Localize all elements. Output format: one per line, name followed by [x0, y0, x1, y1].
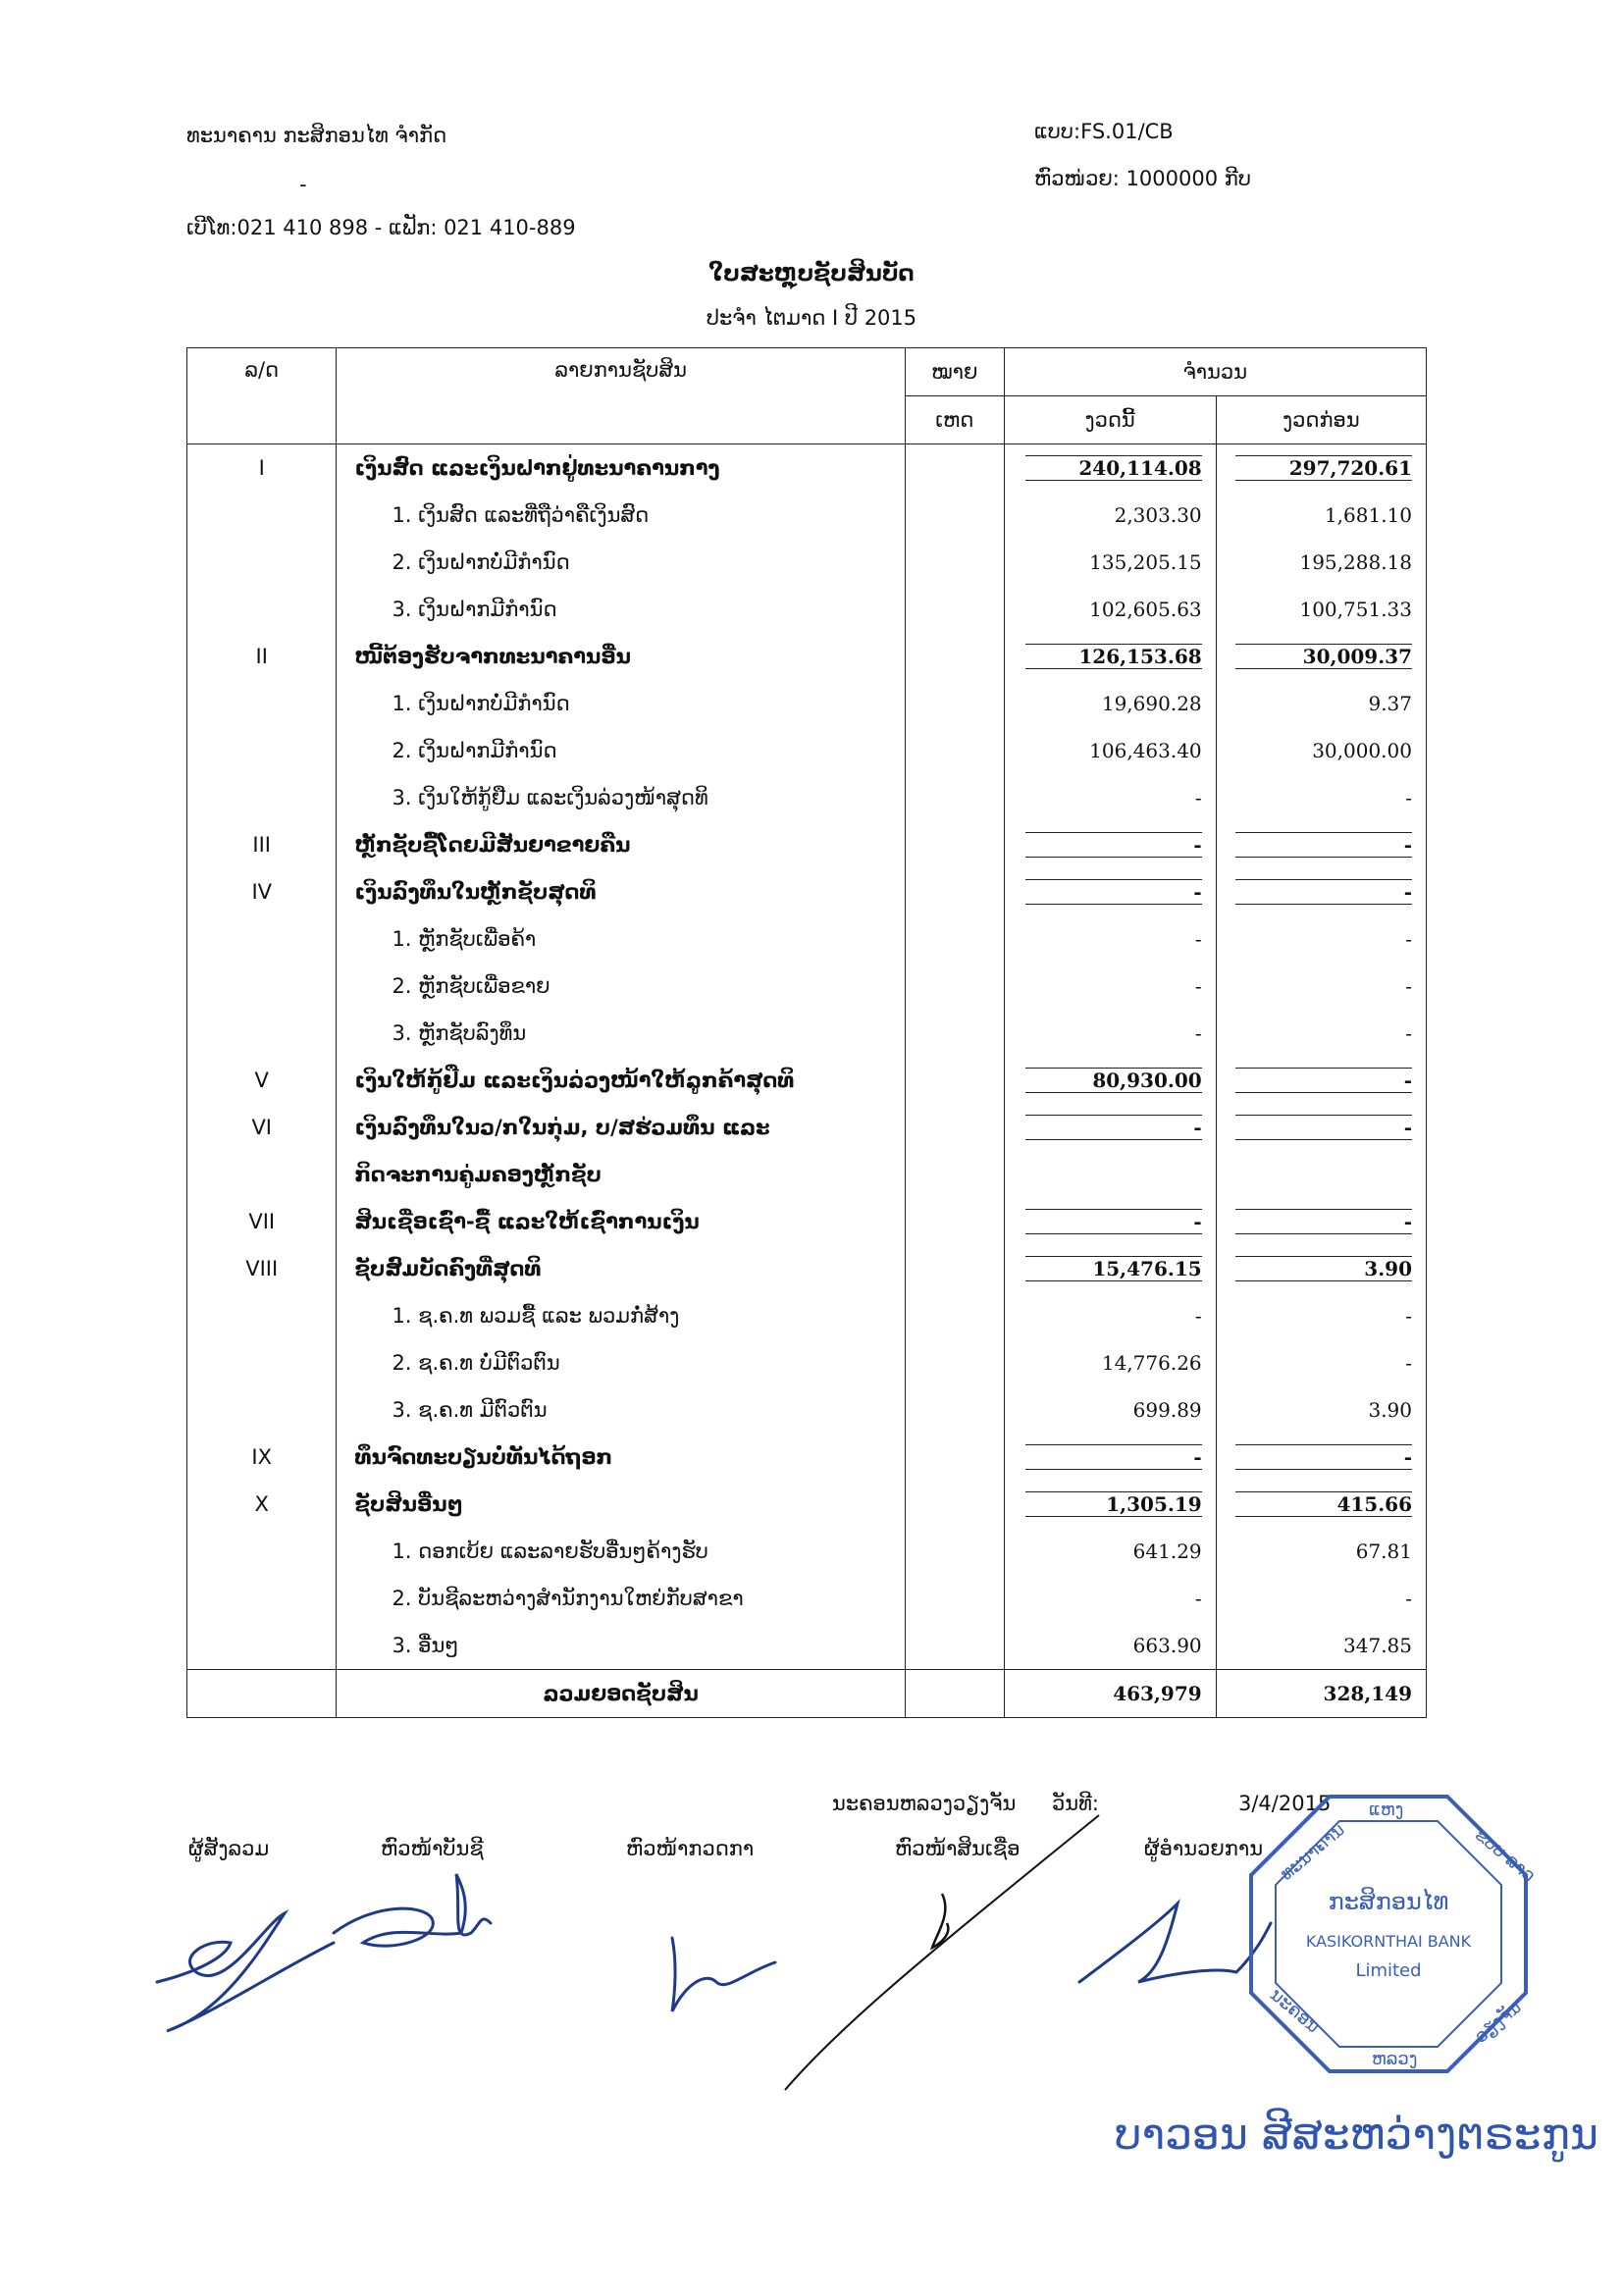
- table-row: [187, 1481, 1427, 1528]
- row-current: 102,605.63: [1004, 586, 1216, 633]
- header-dash: -: [299, 173, 307, 196]
- row-no: V: [187, 1057, 337, 1104]
- row-current: -: [1004, 963, 1216, 1010]
- row-note: [905, 444, 1004, 493]
- row-desc: 2. ຫຼັກຊັບເພື່ອຂາຍ: [337, 963, 905, 1010]
- row-current: [1004, 1245, 1216, 1292]
- table-row: [187, 633, 1427, 680]
- row-no: [187, 727, 337, 774]
- row-current-value: 80,930.00: [1025, 1068, 1202, 1093]
- row-desc: 3. ເງິນໃຫ້ກູ້ຢືມ ແລະເງິນລ່ວງໜ້າສຸດທິ: [337, 774, 905, 821]
- row-previous: [1216, 1434, 1426, 1481]
- table-row: [187, 1057, 1427, 1104]
- table-row: [187, 727, 1427, 774]
- row-current: 135,205.15: [1004, 539, 1216, 586]
- total-previous: 328,149: [1216, 1670, 1426, 1718]
- table-row: [187, 444, 1427, 493]
- table-row: [187, 963, 1427, 1010]
- col-previous-header: ງວດກ່ອນ: [1216, 396, 1426, 444]
- row-previous: [1216, 868, 1426, 915]
- row-previous: [1216, 1198, 1426, 1245]
- row-previous: 195,288.18: [1216, 539, 1426, 586]
- row-note: [905, 1622, 1004, 1670]
- row-current: 14,776.26: [1004, 1339, 1216, 1386]
- row-note: [905, 680, 1004, 727]
- row-desc: 2. ເງິນຝາກບໍ່ມີກຳນົດ: [337, 539, 905, 586]
- row-previous: 67.81: [1216, 1528, 1426, 1575]
- row-desc: 3. ຫຼັກຊັບລົງທຶນ: [337, 1010, 905, 1057]
- row-note: [905, 492, 1004, 539]
- row-note: [905, 727, 1004, 774]
- handwritten-note: ບາວອນ ສີສະຫວ່າງຕຣະກູນ: [1115, 2110, 1598, 2160]
- row-desc: 1. ຫຼັກຊັບເພື່ອຄ້າ: [337, 915, 905, 963]
- row-previous: -: [1216, 1575, 1426, 1622]
- row-current: [1004, 1481, 1216, 1528]
- row-previous-value: 297,720.61: [1235, 455, 1412, 481]
- row-no: [187, 1575, 337, 1622]
- row-previous: 100,751.33: [1216, 586, 1426, 633]
- row-previous: -: [1216, 1292, 1426, 1339]
- row-no: III: [187, 821, 337, 868]
- col-amount-header: ຈຳນວນ: [1004, 348, 1426, 396]
- row-desc: ໜີ້ຕ້ອງຮັບຈາກທະນາຄານອື່ນ: [337, 633, 905, 680]
- row-desc: 3. ຊ.ຄ.ທ ມີຕົວຕົນ: [337, 1386, 905, 1434]
- row-previous: -: [1216, 1339, 1426, 1386]
- stamp-name-en: KASIKORNTHAI BANK: [1305, 1932, 1472, 1951]
- row-desc: ສິນເຊື່ອເຊົ່າ-ຊື້ ແລະໃຫ້ເຊົ່າການເງິນ: [337, 1198, 905, 1245]
- total-current: 463,979: [1004, 1670, 1216, 1718]
- row-desc: 2. ບັນຊີລະຫວ່າງສຳນັກງານໃຫຍ່ກັບສາຂາ: [337, 1575, 905, 1622]
- row-previous-value: -: [1235, 879, 1412, 905]
- row-previous: [1216, 1245, 1426, 1292]
- unit-label: ຫົວໜ່ວຍ: 1000000 ກີບ: [1034, 167, 1251, 190]
- row-previous: 347.85: [1216, 1622, 1426, 1670]
- row-previous: 30,000.00: [1216, 727, 1426, 774]
- row-note: [905, 1528, 1004, 1575]
- row-current: [1004, 821, 1216, 868]
- row-current: [1004, 633, 1216, 680]
- row-previous-value: 415.66: [1235, 1491, 1412, 1517]
- row-no: [187, 915, 337, 963]
- company-stamp: [1246, 1792, 1540, 2076]
- row-previous: [1216, 821, 1426, 868]
- row-current: 106,463.40: [1004, 727, 1216, 774]
- table-row: [187, 1292, 1427, 1339]
- table-row: [187, 915, 1427, 963]
- row-current: -: [1004, 915, 1216, 963]
- row-previous-value: -: [1235, 1115, 1412, 1140]
- row-desc: 1. ຊ.ຄ.ທ ພວມຊື້ ແລະ ພວມກໍ່ສ້າງ: [337, 1292, 905, 1339]
- signature-chief-auditor: [672, 1938, 775, 2011]
- phone-fax: ເບີໂທ:021 410 898 - ແຟັກ: 021 410-889: [186, 216, 576, 239]
- row-current: [1004, 444, 1216, 493]
- stamp-right-arc: ຂບບ ລາວ: [1470, 1824, 1540, 1887]
- stamp-left-arc: ທະນາຄານ: [1276, 1819, 1349, 1885]
- row-current-value: 240,114.08: [1025, 455, 1202, 481]
- row-note: [905, 1104, 1004, 1151]
- table-row: [187, 821, 1427, 868]
- table-row: [187, 1386, 1427, 1434]
- row-desc: ເງິນລົງທຶນໃນຫຼັກຊັບສຸດທິ: [337, 868, 905, 915]
- row-no: I: [187, 444, 337, 493]
- table-row: [187, 1245, 1427, 1292]
- table-row: [187, 1575, 1427, 1622]
- row-previous: -: [1216, 774, 1426, 821]
- row-desc: ເງິນໃຫ້ກູ້ຢືມ ແລະເງິນລ່ວງໜ້າໃຫ້ລູກຄ້າສຸດທິ: [337, 1057, 905, 1104]
- row-no: IV: [187, 868, 337, 915]
- col-current-header: ງວດນີ້: [1004, 396, 1216, 444]
- col-note-header-2: ເຫດ: [905, 396, 1004, 444]
- row-previous: [1216, 1151, 1426, 1198]
- row-current: [1004, 1434, 1216, 1481]
- row-note: [905, 1057, 1004, 1104]
- row-current: 663.90: [1004, 1622, 1216, 1670]
- table-row: [187, 1198, 1427, 1245]
- row-desc: ຫຼັກຊັບຊື້ໂດຍມີສັນຍາຂາຍຄືນ: [337, 821, 905, 868]
- row-previous-value: 3.90: [1235, 1256, 1412, 1281]
- row-no: VII: [187, 1198, 337, 1245]
- table-row: [187, 680, 1427, 727]
- table-row: [187, 1622, 1427, 1670]
- row-no: [187, 539, 337, 586]
- stamp-name-lao: ກະສິກອນໄທ: [1328, 1888, 1449, 1915]
- row-desc: ທຶນຈົດທະບຽນບໍ່ທັນໄດ້ຖອກ: [337, 1434, 905, 1481]
- row-note: [905, 774, 1004, 821]
- stamp-bottom-left: ນະຄອນ: [1266, 1984, 1324, 2038]
- table-row: [187, 539, 1427, 586]
- row-previous: [1216, 633, 1426, 680]
- row-previous: -: [1216, 963, 1426, 1010]
- row-current: 641.29: [1004, 1528, 1216, 1575]
- row-current-value: 1,305.19: [1025, 1491, 1202, 1517]
- row-no: [187, 774, 337, 821]
- row-current: -: [1004, 1575, 1216, 1622]
- row-no: [187, 1339, 337, 1386]
- row-no: [187, 492, 337, 539]
- row-desc: ເງິນລົງທຶນໃນວ/ກໃນກຸ່ມ, ບ/ສຮ່ວມທຶນ ແລະ: [337, 1104, 905, 1151]
- role-director: ຜູ້ອຳນວຍການ: [1144, 1837, 1264, 1860]
- row-previous: [1216, 1481, 1426, 1528]
- row-desc: 2. ຊ.ຄ.ທ ບໍ່ມີຕົວຕົນ: [337, 1339, 905, 1386]
- row-note: [905, 586, 1004, 633]
- row-previous-value: -: [1235, 1068, 1412, 1093]
- date-label: ວັນທີ:: [1052, 1792, 1099, 1815]
- row-previous: -: [1216, 1010, 1426, 1057]
- stamp-bottom: ຫລວງ: [1372, 2049, 1418, 2069]
- signature-director: [1079, 1904, 1271, 1982]
- signature-compiler: [157, 1913, 334, 2031]
- role-chief-credit: ຫົວໜ້າສິນເຊື່ອ: [895, 1837, 1021, 1860]
- row-note: [905, 1339, 1004, 1386]
- row-previous: [1216, 1104, 1426, 1151]
- total-label: ລວມຍອດຊັບສິນ: [337, 1670, 905, 1718]
- row-note: [905, 1292, 1004, 1339]
- row-no: VI: [187, 1104, 337, 1151]
- row-note: [905, 1010, 1004, 1057]
- row-previous: -: [1216, 915, 1426, 963]
- bank-name: ທະນາຄານ ກະສິກອນໄທ ຈຳກັດ: [186, 124, 447, 147]
- row-current-value: -: [1025, 879, 1202, 905]
- table-row: [187, 1528, 1427, 1575]
- row-current-value: -: [1025, 1209, 1202, 1234]
- row-note: [905, 1481, 1004, 1528]
- row-note: [905, 1151, 1004, 1198]
- row-no: IX: [187, 1434, 337, 1481]
- document-title: ໃບສະຫຼຸບຊັບສິນບັດ: [708, 261, 915, 287]
- row-previous: [1216, 444, 1426, 493]
- row-no: [187, 1622, 337, 1670]
- row-no: VIII: [187, 1245, 337, 1292]
- row-current: [1004, 1151, 1216, 1198]
- row-previous-value: 30,009.37: [1235, 644, 1412, 669]
- row-no: [187, 1292, 337, 1339]
- row-current-value: -: [1025, 1444, 1202, 1470]
- col-desc-header: ລາຍການຊັບສິນ: [337, 348, 905, 444]
- row-desc: ເງິນສົດ ແລະເງິນຝາກຢູ່ທະນາຄານກາງ: [337, 444, 905, 493]
- balance-sheet-table: [186, 347, 1427, 1718]
- row-desc: 1. ເງິນສົດ ແລະທີ່ຖືວ່າຄືເງິນສົດ: [337, 492, 905, 539]
- row-previous-value: -: [1235, 1209, 1412, 1234]
- row-previous: 1,681.10: [1216, 492, 1426, 539]
- stamp-bottom-right: ວຽງຈັນ: [1470, 1997, 1526, 2048]
- row-previous-value: -: [1235, 832, 1412, 858]
- place: ນະຄອນຫລວງວຽງຈັນ: [832, 1792, 1017, 1815]
- row-note: [905, 633, 1004, 680]
- row-desc: ກິດຈະການຄູ່ມຄອງຫຼັກຊັບ: [337, 1151, 905, 1198]
- row-no: [187, 963, 337, 1010]
- row-previous: [1216, 1057, 1426, 1104]
- stamp-top: ແຫງ: [1369, 1800, 1404, 1820]
- table-row: [187, 774, 1427, 821]
- row-previous-value: -: [1235, 1444, 1412, 1470]
- table-row: [187, 586, 1427, 633]
- row-previous: 3.90: [1216, 1386, 1426, 1434]
- total-row: [187, 1670, 1427, 1718]
- row-no: [187, 1010, 337, 1057]
- row-current: -: [1004, 774, 1216, 821]
- row-note: [905, 868, 1004, 915]
- table-row: [187, 1104, 1427, 1151]
- table-row: [187, 1151, 1427, 1198]
- row-no: [187, 1386, 337, 1434]
- row-desc: ຊັບສິນອື່ນໆ: [337, 1481, 905, 1528]
- row-no: [187, 1151, 337, 1198]
- row-note: [905, 963, 1004, 1010]
- row-current: [1004, 868, 1216, 915]
- row-desc: 1. ເງິນຝາກບໍ່ມີກຳນົດ: [337, 680, 905, 727]
- row-current: [1004, 1198, 1216, 1245]
- col-no-header: ລ/ດ: [187, 348, 337, 444]
- row-no: [187, 1528, 337, 1575]
- row-note: [905, 1434, 1004, 1481]
- row-current: -: [1004, 1292, 1216, 1339]
- row-current: 19,690.28: [1004, 680, 1216, 727]
- row-no: II: [187, 633, 337, 680]
- stamp-limited: Limited: [1355, 1960, 1422, 1981]
- row-desc: 3. ເງິນຝາກມີກຳນົດ: [337, 586, 905, 633]
- row-note: [905, 915, 1004, 963]
- form-code: ແບບ:FS.01/CB: [1034, 120, 1174, 143]
- row-note: [905, 1575, 1004, 1622]
- row-note: [905, 1198, 1004, 1245]
- signature-chief-accountant: [334, 1874, 491, 1946]
- role-compiler: ຜູ້ສັງລວມ: [188, 1837, 270, 1860]
- table-row: [187, 1434, 1427, 1481]
- table-row: [187, 1339, 1427, 1386]
- row-current: [1004, 1104, 1216, 1151]
- table-row: [187, 1010, 1427, 1057]
- row-current-value: -: [1025, 832, 1202, 858]
- table-row: [187, 868, 1427, 915]
- row-note: [905, 1386, 1004, 1434]
- role-chief-auditor: ຫົວໜ້າກວດກາ: [626, 1837, 755, 1860]
- row-note: [905, 821, 1004, 868]
- row-current: 699.89: [1004, 1386, 1216, 1434]
- row-current-value: -: [1025, 1115, 1202, 1140]
- table-row: [187, 492, 1427, 539]
- period: ປະຈຳ ໄຕມາດ I ປີ 2015: [706, 306, 917, 330]
- date: 3/4/2015: [1238, 1792, 1332, 1815]
- row-no: X: [187, 1481, 337, 1528]
- row-note: [905, 1245, 1004, 1292]
- row-no: [187, 586, 337, 633]
- row-no: [187, 680, 337, 727]
- row-current: 2,303.30: [1004, 492, 1216, 539]
- row-desc: 3. ອື່ນໆ: [337, 1622, 905, 1670]
- row-desc: ຊັບສົມບັດຄົງທີ່ສຸດທິ: [337, 1245, 905, 1292]
- row-current: [1004, 1057, 1216, 1104]
- role-chief-accountant: ຫົວໜ້າບັນຊີ: [381, 1837, 484, 1860]
- row-desc: 2. ເງິນຝາກມີກຳນົດ: [337, 727, 905, 774]
- row-current: -: [1004, 1010, 1216, 1057]
- col-note-header-1: ໝາຍ: [905, 348, 1004, 396]
- row-current-value: 15,476.15: [1025, 1256, 1202, 1281]
- row-note: [905, 539, 1004, 586]
- row-desc: 1. ດອກເບ້ຍ ແລະລາຍຮັບອື່ນໆຄ້າງຮັບ: [337, 1528, 905, 1575]
- row-previous: 9.37: [1216, 680, 1426, 727]
- row-current-value: 126,153.68: [1025, 644, 1202, 669]
